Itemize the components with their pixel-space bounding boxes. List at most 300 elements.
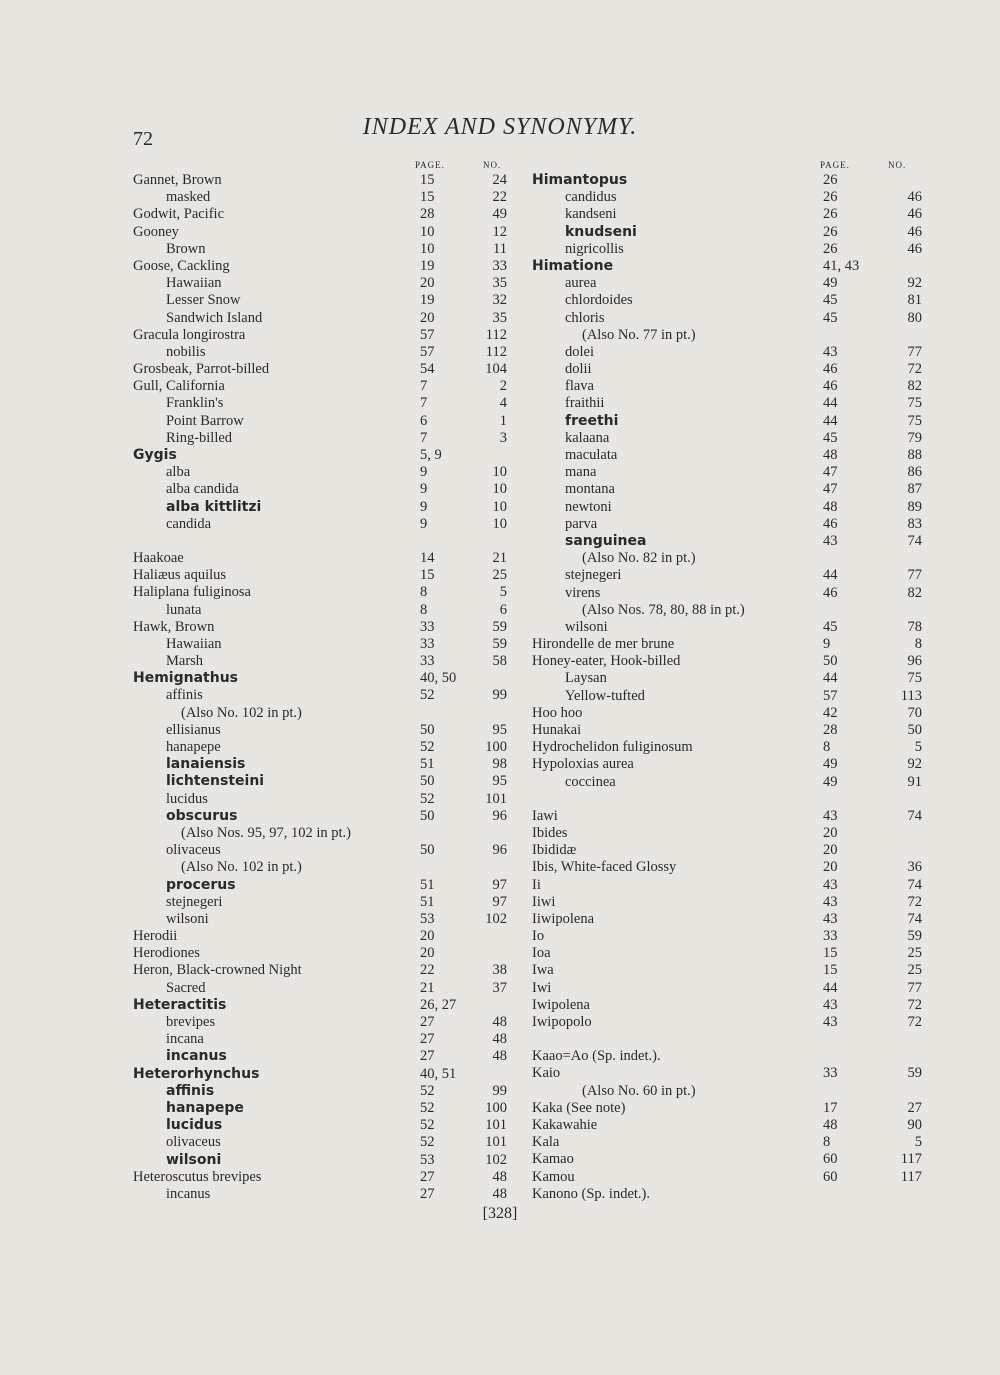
entry-number: 77 (907, 567, 922, 584)
entry-name: flava (565, 378, 594, 395)
entry-name: Heteractitis (133, 996, 227, 1013)
entry-name: Heterorhynchus (133, 1065, 260, 1082)
column-header (532, 152, 922, 172)
entry-number: 75 (907, 670, 922, 687)
entry-page: 22 (420, 962, 435, 979)
entry-page: 50 (420, 842, 435, 859)
entry-number: 117 (900, 1168, 922, 1185)
index-entry (133, 310, 513, 327)
entry-page: 50 (420, 773, 435, 790)
running-head: INDEX AND SYNONYMY. (362, 114, 638, 140)
entry-name: Hoo hoo (532, 704, 583, 721)
index-entry (532, 653, 922, 670)
entry-number: 101 (485, 1117, 507, 1134)
index-entry (133, 756, 513, 773)
index-entry (133, 1186, 513, 1203)
entry-name: Hunakai (532, 722, 582, 738)
entry-number: 35 (492, 309, 507, 326)
entry-number: 90 (907, 1116, 922, 1133)
index-entry (532, 928, 922, 945)
entry-name: Gannet, Brown (133, 172, 222, 188)
entry-name: affinis (166, 1082, 215, 1099)
entry-name: ellisianus (166, 721, 221, 738)
entry-number: 36 (907, 859, 922, 876)
index-entry (133, 499, 513, 516)
entry-name: Iwa (532, 962, 554, 979)
entry-name: brevipes (166, 1014, 216, 1030)
index-entry (133, 206, 513, 223)
entry-page: 9 (420, 481, 428, 498)
entry-page: 33 (420, 653, 435, 670)
entry-page: 20 (420, 275, 435, 292)
entry-page: 28 (420, 206, 435, 223)
entry-name: Kala (532, 1134, 560, 1151)
entry-number: 74 (907, 910, 922, 927)
index-entry (532, 241, 922, 258)
index-entry (532, 980, 922, 997)
entry-page: 19 (420, 257, 435, 274)
index-entry (133, 722, 513, 739)
index-entry (133, 241, 513, 258)
entry-number: 1 (499, 412, 507, 429)
entry-name: lanaiensis (166, 756, 246, 773)
entry-name: (Also Nos. 95, 97, 102 in pt.) (181, 824, 351, 841)
entry-page: 26 (823, 189, 838, 206)
entry-number: 48 (492, 1185, 507, 1202)
entry-name: nobilis (166, 343, 206, 360)
index-entry (532, 533, 922, 550)
entry-number: 32 (492, 292, 507, 309)
entry-page: 26, 27 (420, 996, 457, 1013)
entry-number: 101 (485, 790, 507, 807)
entry-number: 75 (907, 412, 922, 429)
entry-name: Haliæus aquilus (133, 567, 227, 584)
entry-page: 15 (420, 567, 435, 584)
entry-name: kandseni (565, 206, 617, 223)
entry-name: mana (565, 464, 597, 481)
entry-name: candida (166, 515, 212, 532)
entry-page: 33 (823, 928, 838, 945)
entry-page: 33 (420, 635, 435, 652)
entry-name: (Also No. 82 in pt.) (582, 550, 696, 567)
entry-number: 70 (907, 704, 922, 721)
entry-page: 9 (420, 515, 428, 532)
entry-name: incanus (166, 1185, 211, 1202)
entry-number: 95 (492, 721, 507, 738)
entry-page: 9 (420, 498, 428, 515)
entry-name: Kaio (532, 1065, 561, 1082)
index-entry (532, 1134, 922, 1151)
entry-number: 48 (492, 1048, 507, 1065)
entry-page: 20 (420, 928, 435, 945)
index-entry (133, 1134, 513, 1151)
entry-number: 48 (492, 1168, 507, 1185)
index-entry (532, 361, 922, 378)
entry-page: 5, 9 (420, 447, 442, 463)
index-entry (133, 1014, 513, 1031)
index-entry (532, 310, 922, 327)
entry-name: Hawk, Brown (133, 618, 215, 635)
entry-page: 20 (420, 945, 435, 962)
entry-number: 91 (907, 773, 922, 790)
entry-page: 9 (823, 636, 831, 653)
entry-page: 47 (823, 464, 838, 481)
entry-name: (Also No. 102 in pt.) (181, 704, 302, 721)
entry-number: 112 (485, 326, 507, 343)
entry-name: Kamao (532, 1151, 574, 1168)
entry-number: 35 (492, 275, 507, 292)
index-entry (532, 585, 922, 602)
entry-number: 113 (900, 687, 922, 704)
index-entry (133, 292, 513, 309)
index-entry (133, 516, 513, 533)
entry-number: 24 (492, 172, 507, 188)
index-entry (133, 1083, 513, 1100)
index-entry (532, 739, 922, 756)
entry-name: Gygis (133, 447, 177, 463)
entry-page: 43 (823, 1014, 838, 1030)
entry-name: Kaka (See note) (532, 1099, 626, 1116)
entry-number: 6 (499, 601, 507, 618)
entry-number: 99 (492, 687, 507, 704)
entry-page: 60 (823, 1151, 838, 1168)
index-entry (133, 705, 513, 722)
entry-name: Himatione (532, 257, 614, 274)
entry-name: Laysan (565, 670, 607, 687)
entry-name: Sandwich Island (166, 309, 263, 326)
entry-name: Kakawahie (532, 1116, 598, 1133)
entry-page: 44 (823, 567, 838, 584)
index-entry (532, 774, 922, 791)
index-entry (532, 894, 922, 911)
entry-name: freethi (565, 412, 619, 429)
entry-page: 52 (420, 1082, 435, 1099)
entry-number: 102 (485, 910, 507, 927)
entry-page: 20 (823, 859, 838, 876)
entry-name: Sacred (166, 979, 206, 996)
entry-name: Herodiones (133, 945, 200, 962)
index-entry (532, 602, 922, 619)
index-entry (133, 344, 513, 361)
index-entry (133, 962, 513, 979)
entry-name: maculata (565, 447, 618, 463)
entry-page: 8 (823, 739, 831, 756)
entry-page: 8 (420, 601, 428, 618)
index-entry (532, 516, 922, 533)
entry-page: 43 (823, 343, 838, 360)
entry-number: 89 (907, 498, 922, 515)
entry-page: 27 (420, 1048, 435, 1065)
index-entry (532, 447, 922, 464)
entry-name: Lesser Snow (166, 292, 241, 309)
index-entry (133, 430, 513, 447)
entry-number: 25 (907, 962, 922, 979)
index-entry (133, 687, 513, 704)
entry-name: masked (166, 189, 211, 206)
index-entry (133, 275, 513, 292)
index-entry (133, 447, 513, 464)
entry-number: 12 (492, 223, 507, 240)
index-entry (532, 842, 922, 859)
entry-name: Iwipopolo (532, 1014, 592, 1030)
entry-name: Honey-eater, Hook-billed (532, 653, 681, 670)
index-entry (133, 224, 513, 241)
entry-name: Heron, Black-crowned Night (133, 962, 302, 979)
index-entry (133, 361, 513, 378)
entry-name: Grosbeak, Parrot-billed (133, 361, 270, 378)
entry-number: 10 (492, 498, 507, 515)
entry-name: lucidus (166, 1117, 223, 1134)
entry-name: (Also No. 102 in pt.) (181, 859, 302, 876)
entry-page: 44 (823, 395, 838, 412)
index-entry (532, 1100, 922, 1117)
index-entry (532, 292, 922, 309)
entry-name: Heteroscutus brevipes (133, 1168, 262, 1185)
footer-folio: [328] (482, 1205, 518, 1222)
index-entry (532, 464, 922, 481)
entry-number: 50 (907, 722, 922, 738)
entry-page: 51 (420, 893, 435, 910)
page-column-header: PAGE. (415, 160, 445, 170)
index-entry (133, 980, 513, 997)
index-entry (532, 722, 922, 739)
entry-number: 8 (914, 636, 922, 653)
entry-name: wilsoni (565, 618, 608, 635)
entry-name: alba candida (166, 481, 239, 498)
index-entry (133, 189, 513, 206)
entry-page: 7 (420, 429, 428, 446)
entry-number: 74 (907, 876, 922, 893)
entry-name: Ibides (532, 824, 568, 841)
entry-number: 10 (492, 481, 507, 498)
index-entry (532, 395, 922, 412)
entry-page: 50 (823, 653, 838, 670)
index-entry (133, 825, 513, 842)
entry-page: 49 (823, 773, 838, 790)
entry-page: 10 (420, 240, 435, 257)
index-entry (532, 1083, 922, 1100)
entry-name: incana (166, 1031, 204, 1048)
entry-name: olivaceus (166, 1134, 221, 1151)
index-entry (133, 258, 513, 275)
entry-number: 72 (907, 893, 922, 910)
entry-name: aurea (565, 275, 597, 292)
entry-page: 57 (420, 343, 435, 360)
entry-page: 10 (420, 223, 435, 240)
entry-number: 101 (485, 1134, 507, 1151)
entry-number: 37 (492, 979, 507, 996)
entry-page: 48 (823, 447, 838, 463)
entry-number: 117 (900, 1151, 922, 1168)
entry-name: Kaao=Ao (Sp. indet.). (532, 1048, 661, 1065)
entry-name: dolei (565, 343, 594, 360)
index-entry (532, 1151, 922, 1168)
entry-page: 53 (420, 910, 435, 927)
index-entry (133, 670, 513, 687)
entry-name: Iwipolena (532, 996, 590, 1013)
entry-number: 78 (907, 618, 922, 635)
entry-name: Hawaiian (166, 275, 222, 292)
entry-page: 43 (823, 532, 838, 549)
entry-page: 50 (420, 721, 435, 738)
entry-number: 46 (907, 240, 922, 257)
entry-name: Brown (166, 240, 206, 257)
entry-number: 112 (485, 343, 507, 360)
index-entry (133, 395, 513, 412)
entry-name: stejnegeri (565, 567, 622, 584)
entry-name: fraithii (565, 395, 605, 412)
entry-name: hanapepe (166, 739, 221, 755)
entry-number: 96 (492, 842, 507, 859)
entry-number: 82 (907, 378, 922, 395)
index-entry (133, 1048, 513, 1065)
index-entry (532, 636, 922, 653)
index-entry (133, 327, 513, 344)
entry-page: 52 (420, 1117, 435, 1134)
entry-page: 51 (420, 756, 435, 773)
index-entry (133, 584, 513, 601)
entry-name: chloris (565, 309, 605, 326)
entry-number: 83 (907, 515, 922, 532)
entry-page: 51 (420, 876, 435, 893)
index-entry (532, 619, 922, 636)
entry-page: 7 (420, 395, 428, 412)
entry-name: alba (166, 464, 191, 481)
entry-page: 6 (420, 412, 428, 429)
entry-name: Kamou (532, 1168, 575, 1185)
entry-name: Io (532, 928, 545, 945)
index-entry (532, 877, 922, 894)
entry-name: Goose, Cackling (133, 257, 230, 274)
index-entry (532, 825, 922, 842)
column-header (133, 152, 513, 172)
entry-name: lucidus (166, 790, 208, 807)
entry-name: Marsh (166, 653, 204, 670)
entry-page: 52 (420, 1099, 435, 1116)
index-entry (532, 224, 922, 241)
entry-name: alba kittlitzi (166, 498, 262, 515)
index-entry (532, 962, 922, 979)
entry-page: 27 (420, 1031, 435, 1048)
entry-name: dolii (565, 361, 592, 378)
entry-name: newtoni (565, 498, 612, 515)
entry-page: 57 (420, 326, 435, 343)
index-entry (532, 258, 922, 275)
entry-name: Haakoae (133, 549, 184, 566)
index-entry (532, 550, 922, 567)
index-entry (532, 172, 922, 189)
index-entry (133, 739, 513, 756)
entry-number: 22 (492, 189, 507, 206)
entry-name: sanguinea (565, 532, 647, 549)
entry-page: 33 (823, 1065, 838, 1082)
index-entry (133, 1031, 513, 1048)
entry-page: 48 (823, 498, 838, 515)
entry-page: 47 (823, 481, 838, 498)
entry-name: Franklin's (166, 395, 224, 412)
entry-page: 45 (823, 618, 838, 635)
index-entry (532, 756, 922, 773)
entry-page: 33 (420, 618, 435, 635)
index-entry (532, 206, 922, 223)
entry-number: 27 (907, 1099, 922, 1116)
index-entry (133, 842, 513, 859)
entry-page: 17 (823, 1099, 838, 1116)
entry-page: 27 (420, 1168, 435, 1185)
entry-number: 11 (493, 240, 507, 257)
index-entry (532, 1014, 922, 1031)
entry-number: 10 (492, 464, 507, 481)
left-index-column (133, 152, 513, 1203)
entry-page: 45 (823, 309, 838, 326)
index-entry (532, 859, 922, 876)
entry-number: 80 (907, 309, 922, 326)
entry-name: virens (565, 584, 601, 601)
index-entry (133, 945, 513, 962)
entry-number: 92 (907, 756, 922, 773)
entry-page: 40, 50 (420, 670, 457, 687)
entry-number: 97 (492, 893, 507, 910)
index-entry (532, 1048, 922, 1065)
entry-number: 46 (907, 206, 922, 223)
entry-page: 48 (823, 1116, 838, 1133)
index-entry (133, 1117, 513, 1134)
index-entry (532, 499, 922, 516)
entry-name: Kanono (Sp. indet.). (532, 1185, 650, 1202)
entry-name: wilsoni (166, 1151, 222, 1168)
entry-number: 59 (492, 635, 507, 652)
right-index-column (532, 152, 922, 1203)
index-entry (133, 653, 513, 670)
entry-number: 5 (914, 1134, 922, 1151)
entry-page: 26 (823, 240, 838, 257)
entry-number: 25 (492, 567, 507, 584)
index-entry (532, 430, 922, 447)
entry-number: 33 (492, 257, 507, 274)
entry-number: 95 (492, 773, 507, 790)
entry-name: Gooney (133, 223, 179, 240)
index-entry (532, 567, 922, 584)
entry-number: 21 (492, 549, 507, 566)
index-entry (133, 928, 513, 945)
entry-number: 46 (907, 223, 922, 240)
entry-number: 87 (907, 481, 922, 498)
index-entry (532, 705, 922, 722)
entry-number: 59 (907, 928, 922, 945)
entry-page: 46 (823, 378, 838, 395)
entry-name: Haliplana fuliginosa (133, 584, 251, 601)
entry-page: 43 (823, 893, 838, 910)
entry-page: 26 (823, 223, 838, 240)
index-entry (532, 189, 922, 206)
entry-name: Iwi (532, 979, 552, 996)
entry-number: 10 (492, 515, 507, 532)
entry-page: 44 (823, 979, 838, 996)
entry-name: obscurus (166, 807, 238, 824)
index-entry (133, 808, 513, 825)
entry-number: 72 (907, 996, 922, 1013)
index-entry (133, 636, 513, 653)
entry-page: 43 (823, 910, 838, 927)
index-entry (532, 481, 922, 498)
entry-number: 86 (907, 464, 922, 481)
entry-name: Himantopus (532, 172, 628, 188)
entry-page: 52 (420, 687, 435, 704)
entry-number: 104 (485, 361, 507, 378)
entry-page: 20 (823, 824, 838, 841)
entry-name: Point Barrow (166, 412, 244, 429)
entry-name: (Also No. 77 in pt.) (582, 326, 696, 343)
